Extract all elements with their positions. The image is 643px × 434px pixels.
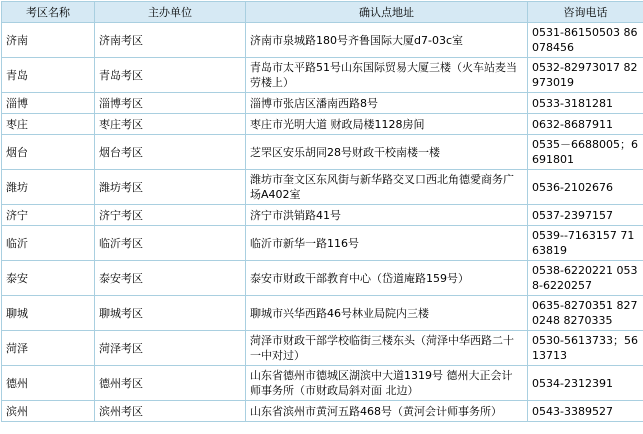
cell-address: 山东省德州市德城区湖滨中大道1319号 德州大正会计师事务所（市财政局斜对面 北边） bbox=[246, 366, 528, 401]
cell-phone: 0537-2397157 bbox=[528, 205, 643, 226]
cell-phone: 0536-2102676 bbox=[528, 170, 643, 205]
cell-region: 滨州 bbox=[2, 401, 95, 422]
cell-host: 青岛考区 bbox=[95, 58, 246, 93]
table-row bbox=[2, 170, 643, 205]
cell-region: 济宁 bbox=[2, 205, 95, 226]
cell-address: 济宁市洪销路41号 bbox=[246, 205, 528, 226]
table-row bbox=[2, 114, 643, 135]
table-row bbox=[2, 296, 643, 331]
cell-address: 潍坊市奎文区东风街与新华路交叉口西北角德愛商务广场A402室 bbox=[246, 170, 528, 205]
cell-address: 临沂市新华一路116号 bbox=[246, 226, 528, 261]
exam-confirmation-table bbox=[1, 1, 643, 422]
cell-phone: 0532-82973017 82973019 bbox=[528, 58, 643, 93]
cell-region: 泰安 bbox=[2, 261, 95, 296]
cell-region: 菏泽 bbox=[2, 331, 95, 366]
cell-host: 菏泽考区 bbox=[95, 331, 246, 366]
cell-host: 淄博考区 bbox=[95, 93, 246, 114]
table-row bbox=[2, 58, 643, 93]
cell-region: 烟台 bbox=[2, 135, 95, 170]
cell-phone: 0530-5613733；5613713 bbox=[528, 331, 643, 366]
cell-address: 青岛市太平路51号山东国际贸易大厦三楼（火车站麦当劳楼上） bbox=[246, 58, 528, 93]
cell-phone: 0632-8687911 bbox=[528, 114, 643, 135]
cell-host: 泰安考区 bbox=[95, 261, 246, 296]
cell-region: 临沂 bbox=[2, 226, 95, 261]
cell-host: 滨州考区 bbox=[95, 401, 246, 422]
table-row bbox=[2, 205, 643, 226]
cell-phone: 0535－6688005；6691801 bbox=[528, 135, 643, 170]
table-row bbox=[2, 261, 643, 296]
cell-address: 泰安市财政干部教育中心（岱道庵路159号） bbox=[246, 261, 528, 296]
cell-host: 德州考区 bbox=[95, 366, 246, 401]
cell-region: 德州 bbox=[2, 366, 95, 401]
cell-region: 青岛 bbox=[2, 58, 95, 93]
cell-host: 烟台考区 bbox=[95, 135, 246, 170]
table-row bbox=[2, 93, 643, 114]
cell-region: 济南 bbox=[2, 23, 95, 58]
table-row bbox=[2, 23, 643, 58]
header-region: 考区名称 bbox=[2, 2, 95, 23]
cell-region: 枣庄 bbox=[2, 114, 95, 135]
cell-region: 潍坊 bbox=[2, 170, 95, 205]
cell-phone: 0534-2312391 bbox=[528, 366, 643, 401]
cell-region: 淄博 bbox=[2, 93, 95, 114]
cell-address: 济南市泉城路180号齐鲁国际大厦d7-03c室 bbox=[246, 23, 528, 58]
cell-host: 聊城考区 bbox=[95, 296, 246, 331]
cell-phone: 0531-86150503 86078456 bbox=[528, 23, 643, 58]
table-header-row bbox=[2, 2, 643, 23]
cell-phone: 0539--7163157 7163819 bbox=[528, 226, 643, 261]
cell-address: 枣庄市光明大道 财政局楼1128房间 bbox=[246, 114, 528, 135]
cell-host: 济宁考区 bbox=[95, 205, 246, 226]
cell-phone: 0635-8270351 8270248 8270335 bbox=[528, 296, 643, 331]
table-row bbox=[2, 331, 643, 366]
cell-address: 聊城市兴华西路46号林业局院内三楼 bbox=[246, 296, 528, 331]
header-address: 确认点地址 bbox=[246, 2, 528, 23]
header-phone: 咨询电话 bbox=[528, 2, 643, 23]
cell-phone: 0533-3181281 bbox=[528, 93, 643, 114]
table-row bbox=[2, 401, 643, 422]
cell-phone: 0543-3389527 bbox=[528, 401, 643, 422]
header-host: 主办单位 bbox=[95, 2, 246, 23]
table-row bbox=[2, 366, 643, 401]
cell-host: 临沂考区 bbox=[95, 226, 246, 261]
cell-host: 枣庄考区 bbox=[95, 114, 246, 135]
cell-host: 济南考区 bbox=[95, 23, 246, 58]
cell-address: 芝罘区安乐胡同28号财政干校南楼一楼 bbox=[246, 135, 528, 170]
cell-host: 潍坊考区 bbox=[95, 170, 246, 205]
cell-address: 淄博市张店区潘南西路8号 bbox=[246, 93, 528, 114]
cell-phone: 0538-6220221 0538-6220257 bbox=[528, 261, 643, 296]
table-row bbox=[2, 135, 643, 170]
cell-address: 山东省滨州市黄河五路468号（黄河会计师事务所） bbox=[246, 401, 528, 422]
cell-region: 聊城 bbox=[2, 296, 95, 331]
cell-address: 菏泽市财政干部学校临街三楼东头（菏泽中华西路二十一中对过） bbox=[246, 331, 528, 366]
table-row bbox=[2, 226, 643, 261]
